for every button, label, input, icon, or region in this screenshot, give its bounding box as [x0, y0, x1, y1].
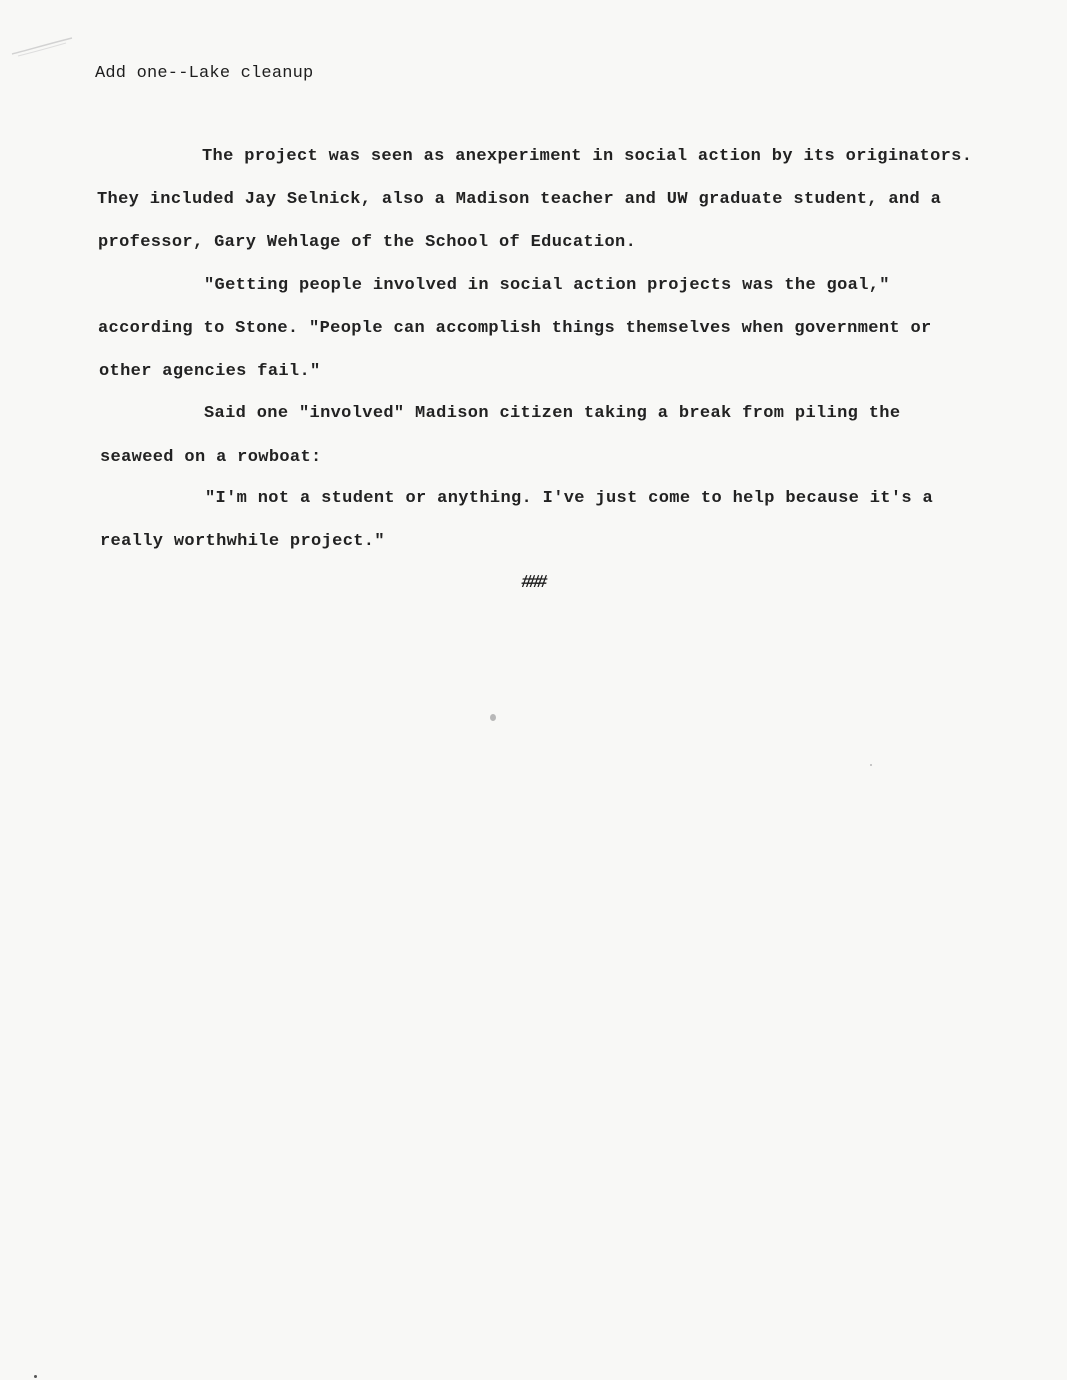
scratch-mark [8, 36, 74, 58]
paper-speck [490, 714, 496, 721]
page-heading: Add one--Lake cleanup [95, 64, 314, 83]
body-line: "Getting people involved in social action projects was the goal," [204, 276, 890, 295]
body-line: other agencies fail." [99, 362, 321, 381]
paper-speck [870, 764, 872, 766]
body-line: They included Jay Selnick, also a Madison teacher and UW graduate student, and a [97, 190, 942, 209]
body-line: really worthwhile project." [100, 532, 385, 551]
body-line: according to Stone. "People can accomplish things themselves when government or [98, 319, 932, 338]
end-mark: ### [519, 573, 546, 593]
body-line: The project was seen as anexperiment in social action by its originators. [202, 147, 973, 166]
body-line: Said one "involved" Madison citizen taking a break from piling the [204, 404, 901, 423]
body-line: "I'm not a student or anything. I've just come to help because it's a [205, 489, 934, 508]
body-line: seaweed on a rowboat: [100, 448, 322, 467]
paper-speck [34, 1375, 37, 1378]
body-line: professor, Gary Wehlage of the School of Education. [98, 233, 637, 252]
